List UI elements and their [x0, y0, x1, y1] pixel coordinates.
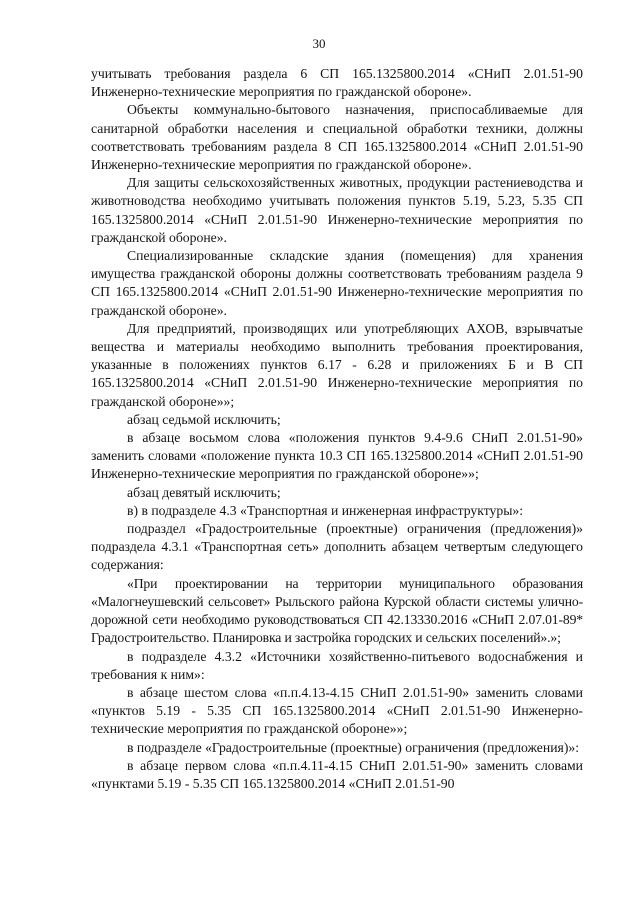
paragraph-9: в) в подразделе 4.3 «Транспортная и инженерная инфраструктуры»:: [127, 502, 524, 518]
paragraph-10: подраздел «Градостроительные (проектные) ограничения (предложения)» подраздела 4.3.1 «Транспортная сеть» дополнить абзацем четвертым следующего содержания:: [91, 521, 583, 573]
paragraph-4: Специализированные складские здания (помещения) для хранения имущества гражданской обороны должны соответствовать требованиям раздела 9 СП 165.1325800.2014 «СНиП 2.01.51-90 Инженерно-технические мероприятия по гражданской обороне».: [91, 248, 583, 318]
paragraph-15: в абзаце первом слова «п.п.4.11-4.15 СНиП 2.01.51-90» заменить словами «пунктами 5.19 - 5.35 СП 165.1325800.2014 «СНиП 2.01.51-90: [91, 757, 583, 791]
paragraph-5: Для предприятий, производящих или употребляющих АХОВ, взрывчатые вещества и материалы необходимо выполнить требования проектирования, указанные в положениях пунктов 6.17 - 6.28 и приложениях Б и В СП 165.1325800.2014 «СНиП 2.01.51-90 Инженерно-технические мероприятия по гражданской обороне»»;: [91, 320, 583, 409]
paragraph-1: учитывать требования раздела 6 СП 165.1325800.2014 «СНиП 2.01.51-90 Инженерно-технические мероприятия по гражданской обороне».: [91, 66, 583, 100]
paragraph-12: в подразделе 4.3.2 «Источники хозяйственно-питьевого водоснабжения и требования к ним»:: [91, 648, 583, 682]
paragraph-3: Для защиты сельскохозяйственных животных, продукции растениеводства и животноводства необходимо учитывать положения пунктов 5.19, 5.23, 5.35 СП 165.1325800.2014 «СНиП 2.01.51-90 Инженерно-технические мероприятия по гражданской обороне».: [91, 175, 583, 245]
paragraph-13: в абзаце шестом слова «п.п.4.13-4.15 СНиП 2.01.51-90» заменить словами «пунктов 5.19 - 5.35 СП 165.1325800.2014 «СНиП 2.01.51-90 Инженерно-технические мероприятия по гражданской обороне»»;: [91, 684, 583, 737]
paragraph-2: Объекты коммунально-бытового назначения, приспосабливаемые для санитарной обработки населения и специальной обработки техники, должны соответствовать требованиям раздела 8 СП 165.1325800.2014 «СНиП 2.01.51-90 Инженерно-технические мероприятия по гражданской обороне».: [91, 102, 583, 173]
paragraph-7: в абзаце восьмом слова «положения пунктов 9.4-9.6 СНиП 2.01.51-90» заменить словами «положение пункта 10.3 СП 165.1325800.2014 «СНиП 2.01.51-90 Инженерно-технические мероприятия по гражданской обороне»»;: [91, 430, 583, 482]
page-number: 30: [312, 36, 326, 51]
document-body: [91, 65, 583, 793]
paragraph-6: абзац седьмой исключить;: [127, 411, 281, 427]
paragraph-11: «При проектировании на территории муниципального образования «Малогнеушевский сельсовет» Рыльского района Курской области системы улично-дорожной сети необходимо руководствоваться СП 42.13330.2016 «СНиП 2.07.01-89* Градостроительство. Планировка и застройка городских и сельских поселений».»;: [91, 575, 583, 646]
paragraph-14: в подразделе «Градостроительные (проектные) ограничения (предложения)»:: [127, 739, 580, 755]
paragraph-8: абзац девятый исключить;: [127, 484, 281, 500]
